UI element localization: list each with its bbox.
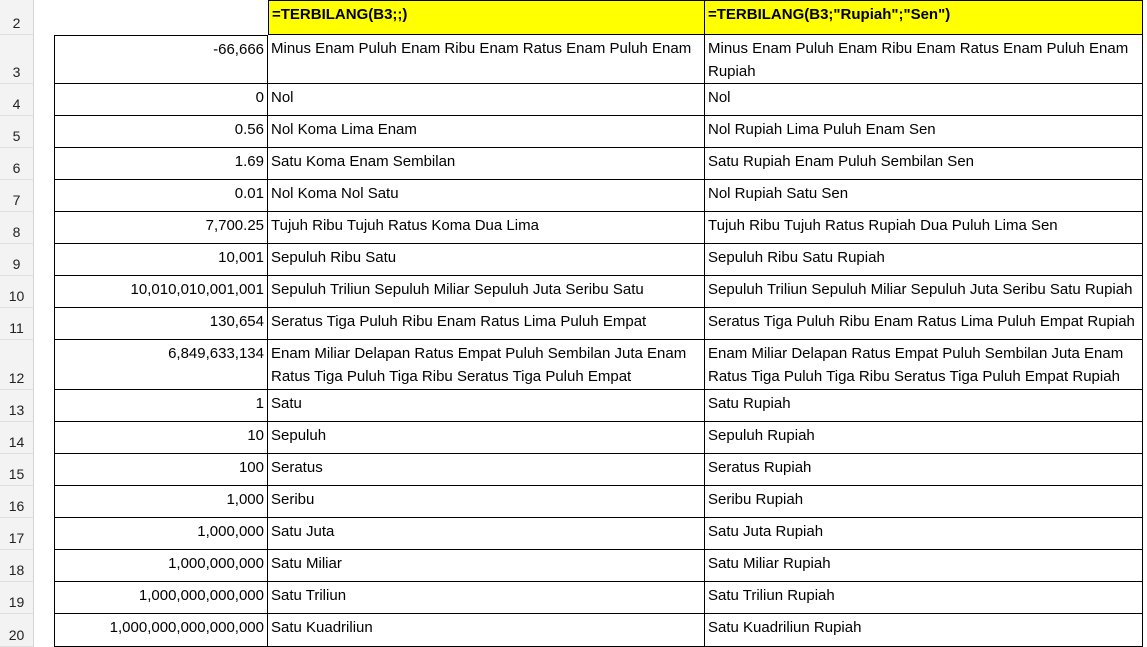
row-header-16[interactable]: 16 (0, 486, 34, 518)
terbilang-cell[interactable]: Tujuh Ribu Tujuh Ratus Koma Dua Lima (268, 212, 705, 244)
terbilang-rupiah-cell[interactable]: Seribu Rupiah (705, 486, 1143, 518)
number-cell[interactable]: -66,666 (54, 35, 268, 84)
number-cell[interactable]: 1,000,000,000 (54, 550, 268, 582)
row-header-11[interactable]: 11 (0, 308, 34, 340)
row-header-13[interactable]: 13 (0, 390, 34, 422)
header-cell-terbilang[interactable]: =TERBILANG(B3;;) (268, 0, 705, 35)
row-header-17[interactable]: 17 (0, 518, 34, 550)
row-header-9[interactable]: 9 (0, 244, 34, 276)
terbilang-rupiah-cell[interactable]: Satu Kuadriliun Rupiah (705, 614, 1143, 647)
terbilang-cell[interactable]: Satu Triliun (268, 582, 705, 614)
number-cell[interactable]: 0.01 (54, 180, 268, 212)
terbilang-rupiah-cell[interactable]: Sepuluh Triliun Sepuluh Miliar Sepuluh Juta Seribu Satu Rupiah (705, 276, 1143, 308)
number-cell[interactable]: 10,001 (54, 244, 268, 276)
number-cell[interactable]: 130,654 (54, 308, 268, 340)
row-header-2[interactable]: 2 (0, 0, 34, 35)
terbilang-rupiah-cell[interactable]: Nol Rupiah Satu Sen (705, 180, 1143, 212)
header-cell-terbilang-rupiah[interactable]: =TERBILANG(B3;"Rupiah";"Sen") (705, 0, 1143, 35)
terbilang-cell[interactable]: Minus Enam Puluh Enam Ribu Enam Ratus Enam Puluh Enam (268, 35, 705, 84)
row-header-6[interactable]: 6 (0, 148, 34, 180)
terbilang-rupiah-cell[interactable]: Nol (705, 84, 1143, 116)
number-cell[interactable]: 1 (54, 390, 268, 422)
terbilang-rupiah-cell[interactable]: Minus Enam Puluh Enam Ribu Enam Ratus Enam Puluh Enam Rupiah (705, 35, 1143, 84)
terbilang-rupiah-cell[interactable]: Satu Miliar Rupiah (705, 550, 1143, 582)
number-cell[interactable]: 10,010,010,001,001 (54, 276, 268, 308)
number-cell[interactable]: 1,000,000,000,000 (54, 582, 268, 614)
number-cell[interactable]: 7,700.25 (54, 212, 268, 244)
terbilang-cell[interactable]: Satu (268, 390, 705, 422)
terbilang-rupiah-cell[interactable]: Satu Rupiah (705, 390, 1143, 422)
terbilang-cell[interactable]: Satu Koma Enam Sembilan (268, 148, 705, 180)
column-a-empty (34, 0, 54, 647)
terbilang-rupiah-cell[interactable]: Sepuluh Ribu Satu Rupiah (705, 244, 1143, 276)
terbilang-cell[interactable]: Seratus Tiga Puluh Ribu Enam Ratus Lima Puluh Empat (268, 308, 705, 340)
row-header-5[interactable]: 5 (0, 116, 34, 148)
number-cell[interactable]: 1.69 (54, 148, 268, 180)
terbilang-rupiah-cell[interactable]: Satu Juta Rupiah (705, 518, 1143, 550)
row-header-3[interactable]: 3 (0, 35, 34, 84)
number-cell[interactable]: 1,000 (54, 486, 268, 518)
number-cell[interactable]: 10 (54, 422, 268, 454)
row-header-18[interactable]: 18 (0, 550, 34, 582)
number-cell[interactable]: 100 (54, 454, 268, 486)
row-header-4[interactable]: 4 (0, 84, 34, 116)
terbilang-cell[interactable]: Sepuluh Triliun Sepuluh Miliar Sepuluh Juta Seribu Satu (268, 276, 705, 308)
number-cell[interactable]: 1,000,000,000,000,000 (54, 614, 268, 647)
terbilang-cell[interactable]: Seribu (268, 486, 705, 518)
terbilang-rupiah-cell[interactable]: Satu Rupiah Enam Puluh Sembilan Sen (705, 148, 1143, 180)
number-cell[interactable]: 0 (54, 84, 268, 116)
terbilang-cell[interactable]: Sepuluh (268, 422, 705, 454)
terbilang-rupiah-cell[interactable]: Sepuluh Rupiah (705, 422, 1143, 454)
terbilang-rupiah-cell[interactable]: Seratus Tiga Puluh Ribu Enam Ratus Lima Puluh Empat Rupiah (705, 308, 1143, 340)
row-header-10[interactable]: 10 (0, 276, 34, 308)
row-header-7[interactable]: 7 (0, 180, 34, 212)
row-header-15[interactable]: 15 (0, 454, 34, 486)
row-header-20[interactable]: 20 (0, 614, 34, 647)
terbilang-cell[interactable]: Nol (268, 84, 705, 116)
number-cell[interactable]: 1,000,000 (54, 518, 268, 550)
row-header-12[interactable]: 12 (0, 340, 34, 390)
number-cell[interactable]: 0.56 (54, 116, 268, 148)
terbilang-rupiah-cell[interactable]: Tujuh Ribu Tujuh Ratus Rupiah Dua Puluh Lima Sen (705, 212, 1143, 244)
row-header-14[interactable]: 14 (0, 422, 34, 454)
number-cell[interactable]: 6,849,633,134 (54, 340, 268, 390)
terbilang-rupiah-cell[interactable]: Nol Rupiah Lima Puluh Enam Sen (705, 116, 1143, 148)
terbilang-rupiah-cell[interactable]: Enam Miliar Delapan Ratus Empat Puluh Sembilan Juta Enam Ratus Tiga Puluh Tiga Ribu Seratus Tiga Puluh Empat Rupiah (705, 340, 1143, 390)
terbilang-cell[interactable]: Sepuluh Ribu Satu (268, 244, 705, 276)
terbilang-rupiah-cell[interactable]: Satu Triliun Rupiah (705, 582, 1143, 614)
terbilang-cell[interactable]: Nol Koma Nol Satu (268, 180, 705, 212)
terbilang-cell[interactable]: Nol Koma Lima Enam (268, 116, 705, 148)
terbilang-cell[interactable]: Enam Miliar Delapan Ratus Empat Puluh Sembilan Juta Enam Ratus Tiga Puluh Tiga Ribu Seratus Tiga Puluh Empat (268, 340, 705, 390)
terbilang-cell[interactable]: Seratus (268, 454, 705, 486)
terbilang-rupiah-cell[interactable]: Seratus Rupiah (705, 454, 1143, 486)
terbilang-cell[interactable]: Satu Miliar (268, 550, 705, 582)
terbilang-cell[interactable]: Satu Kuadriliun (268, 614, 705, 647)
row-header-8[interactable]: 8 (0, 212, 34, 244)
row-header-19[interactable]: 19 (0, 582, 34, 614)
terbilang-cell[interactable]: Satu Juta (268, 518, 705, 550)
